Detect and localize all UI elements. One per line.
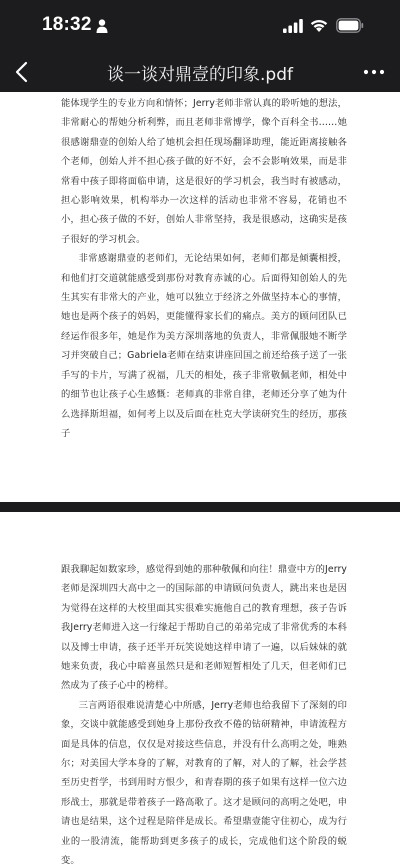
paragraph: 三言两语很难说清楚心中所感，Jerry老师也给我留下了深刻的印象，交谈中就能感受到她身上那份孜孜不倦的钻研精神，申请流程方面是具体的信息，仅仅是对接这些信息，并没有什么高明之处，唯熟尔；对美国大学本身的了解，对教育的了解，对人的了解，社会学甚至历史哲学，书到用时方恨少，和青春期的孩子如果有这样一位六边形战士，那就是带着孩子一路高歌了。这才是顾问的高明之处吧，申请也是结果，这个过程是陪伴是成长。希望鼎壹能守住初心，成为行业的一股清流，能帮助到更多孩子的成长，完成他们这个阶段的蜕变。 <box>61 699 347 867</box>
chevron-left-icon[interactable] <box>8 56 36 88</box>
page-text <box>61 560 347 867</box>
pdf-page <box>0 512 400 867</box>
page-text <box>61 94 347 443</box>
wifi-icon <box>309 17 329 33</box>
battery-icon <box>336 18 364 33</box>
ellipsis-icon[interactable] <box>362 62 386 82</box>
pdf-viewer[interactable] <box>0 92 400 867</box>
cellular-signal-icon <box>283 19 303 33</box>
paragraph: 跟我聊起如数家珍，感觉得到她的那种敬佩和向往！鼎壹中方的Jerry老师是深圳四大高中之一的国际部的申请顾问负责人，跳出来也是因为觉得在这样的大校里面其实很难实施他自己的教育理想，孩子告诉我Jerry老师进入这一行缘起于帮助自己的弟弟完成了非常优秀的本科以及博士申请，孩子还半开玩笑说她这样申请了一遍，以后妹妹的就她来负责，我心中暗喜虽然只是和老师短暂相处了几天，但老师们已然成为了孩子心中的榜样。 <box>61 564 347 692</box>
page-separator <box>0 502 400 512</box>
paragraph: 能体现学生的专业方向和情怀；Jerry老师非常认真的聆听她的想法，非常耐心的帮她分析利弊，而且老师非常博学，像个百科全书……她很感谢鼎壹的创始人给了她机会担任现场翻译助理，能近距离接触各个老师，创始人并不担心孩子做的好不好，会不会影响效果，而是非常看中孩子即将面临申请，这是很好的学习机会，我当时有被感动，担心影响效果，机构举办一次这样的活动也非常不容易，花销也不小，担心孩子做的不好，创始人非常坚持，我是很感动，这确实是孩子很好的学习机会。 <box>61 98 347 245</box>
status-bar <box>0 0 400 52</box>
person-icon <box>96 19 108 33</box>
paragraph: 非常感谢鼎壹的老师们，无论结果如何，老师们都是倾囊相授，和他们打交道就能感受到那份对教育赤诚的心。后面得知创始人的先生其实有非常大的产业，她可以独立于经济之外做坚持本心的事情，她也是两个孩子的妈妈，更能懂得家长们的痛点。美方的顾问团队已经运作很多年，她是作为美方深圳落地的负责人，非常佩服她不断学习并突破自己；Gabriela老师在结束讲座回国之前还给孩子送了一张手写的卡片，写满了祝福，几天的相处，孩子非常敬佩老师，相处中的细节也让孩子心生感慨：老师真的非常自律，老师还分享了她为什么选择斯坦福，如何考上以及后面在杜克大学读研究生的经历，那孩子 <box>61 253 347 439</box>
pdf-page <box>0 92 400 502</box>
navigation-bar <box>0 52 400 92</box>
document-title: 谈一谈对鼎壹的印象.pdf <box>107 65 293 85</box>
status-time: 18:32 <box>42 14 92 35</box>
